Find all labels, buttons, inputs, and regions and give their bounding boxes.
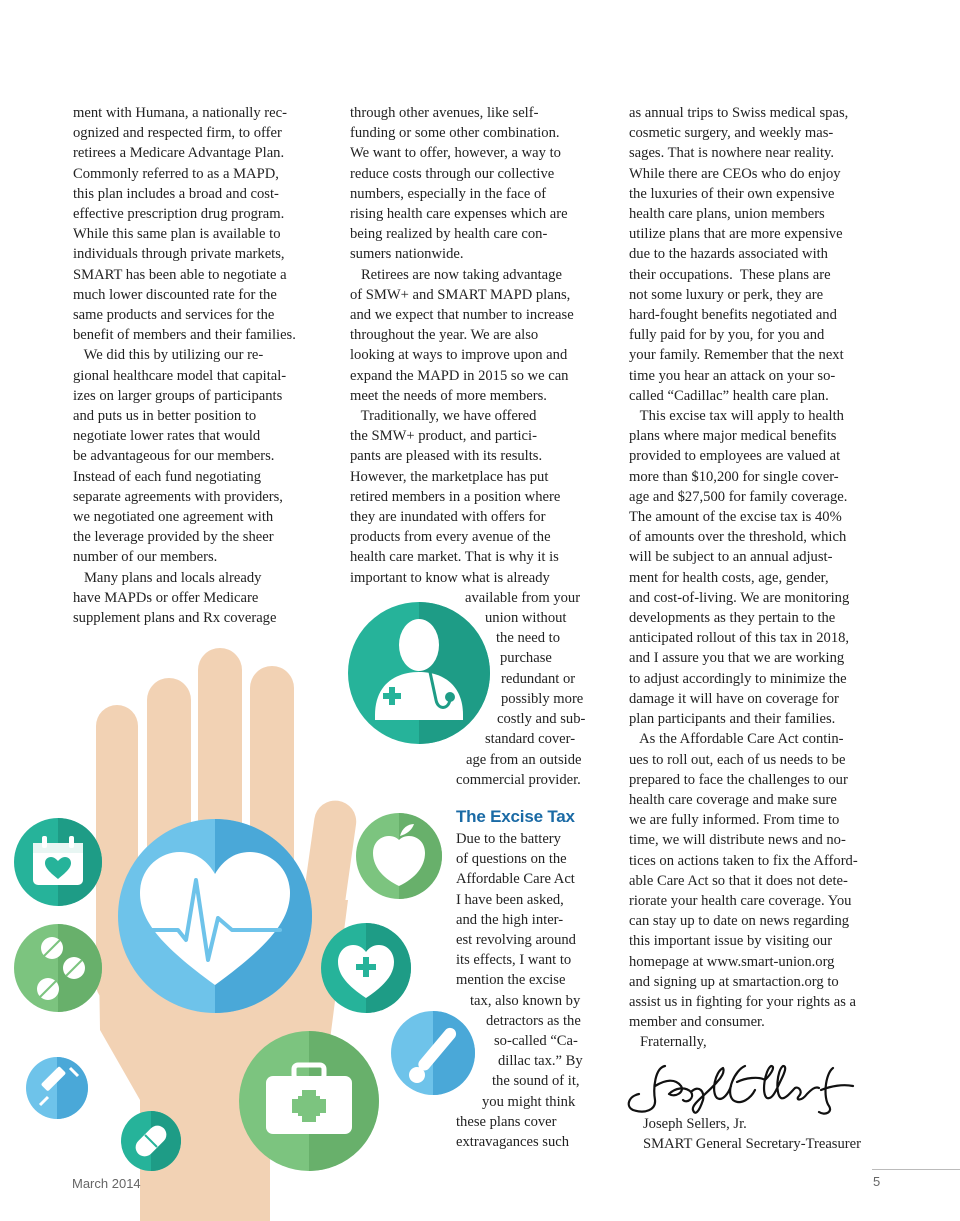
text-line: as annual trips to Swiss medical spas, (629, 105, 849, 121)
text-line: assist us in fighting for your rights as a (629, 993, 856, 1010)
text-line: more than $10,200 for single cover- (629, 468, 839, 485)
text-line: As the Affordable Care Act contin- (629, 731, 844, 748)
text-line: utilize plans that are more expensive (629, 226, 843, 243)
text-line: anticipated rollout of this tax in 2018, (629, 630, 850, 647)
signature-block (643, 1114, 861, 1154)
text-line: retired members in a position where (350, 488, 561, 505)
text-line: member and consumer. (629, 1014, 765, 1031)
apple-icon (356, 813, 442, 899)
text-line: reduce costs through our collective (350, 165, 555, 182)
text-line: able Care Act so that it does not dete- (629, 872, 848, 889)
text-line: benefit of members and their families. (73, 327, 296, 344)
text-line: izes on larger groups of participants (73, 387, 283, 404)
pills-icon (14, 924, 102, 1012)
text-line: separate agreements with providers, (73, 488, 283, 505)
text-line: called “Cadillac” health care plan. (629, 387, 829, 404)
text-line: and puts us in better position to (73, 408, 257, 425)
text-line: plan participants and their families. (629, 711, 836, 728)
text-line: the leverage provided by the sheer (73, 529, 274, 546)
article-column-3 (629, 103, 914, 1053)
text-line: and signing up at smartaction.org to (629, 973, 839, 990)
text-line: this plan includes a broad and cost- (73, 185, 279, 202)
page-number: 5 (873, 1174, 881, 1189)
text-line: Fraternally, (629, 1034, 707, 1051)
text-line: age and $27,500 for family coverage. (629, 488, 848, 505)
text-line: purchase (500, 650, 552, 667)
syringe-icon (26, 1057, 88, 1119)
text-line: these plans cover (456, 1113, 557, 1130)
text-line: effective prescription drug program. (73, 206, 285, 223)
text-line: Retirees are now taking advantage (350, 266, 562, 283)
text-line: available from your (465, 589, 581, 606)
excise-tax-section (456, 806, 606, 1152)
text-line: ognized and respected firm, to offer (73, 125, 282, 142)
text-line: prepared to face the challenges to our (629, 771, 848, 788)
text-line: being realized by health care con- (350, 226, 548, 243)
text-line: not some luxury or perk, they are (629, 286, 824, 303)
text-line: We did this by utilizing our re- (73, 347, 264, 364)
text-line: ment for health costs, age, gender, (629, 569, 829, 586)
text-line: However, the marketplace has put (350, 468, 549, 485)
text-line: I have been asked, (456, 891, 564, 908)
text-line: throughout the year. We are also (350, 327, 539, 344)
text-line: retirees a Medicare Advantage Plan. (73, 145, 285, 162)
text-line: this important issue by visiting our (629, 933, 833, 950)
text-line: While there are CEOs who do enjoy (629, 165, 841, 182)
text-line: meet the needs of more members. (350, 387, 547, 404)
text-line: time, we will distribute news and no- (629, 832, 846, 849)
text-line: so-called “Ca- (494, 1033, 578, 1050)
text-line: While this same plan is available to (73, 226, 281, 243)
text-line: the need to (496, 630, 561, 647)
text-line: products from every avenue of the (350, 529, 551, 546)
text-line: tices on actions taken to fix the Afford- (629, 852, 858, 869)
text-line: we are fully informed. From time to (629, 812, 840, 829)
text-line: health care coverage and make sure (629, 791, 837, 808)
text-line: costly and sub- (497, 711, 586, 728)
footer-date: March 2014 (72, 1176, 141, 1191)
article-column-2 (350, 103, 615, 790)
text-line: health care market. That is why it is (350, 549, 559, 566)
text-line: time you hear an attack on your so- (629, 367, 836, 384)
section-heading: The Excise Tax (456, 807, 575, 826)
text-line: and we expect that number to increase (350, 307, 574, 324)
text-line: Due to the battery (456, 831, 561, 847)
text-line: funding or some other combination. (350, 125, 560, 142)
text-line: of questions on the (456, 851, 567, 868)
text-line: possibly more (501, 690, 584, 707)
text-line: the SMW+ product, and partici- (350, 428, 537, 445)
text-line: hard-fought benefits negotiated and (629, 307, 837, 324)
text-line: and I assure you that we are working (629, 650, 845, 667)
text-line: fully paid for by you, for you and (629, 327, 825, 344)
text-line: of amounts over the threshold, which (629, 529, 847, 546)
text-line: have MAPDs or offer Medicare (73, 589, 259, 606)
text-line: we negotiated one agreement with (73, 509, 274, 526)
text-line: you might think (482, 1093, 576, 1110)
text-line: and the high inter- (456, 911, 564, 928)
text-line: sages. That is nowhere near reality. (629, 145, 835, 162)
text-line: much lower discounted rate for the (73, 286, 277, 303)
text-line: homepage at www.smart-union.org (629, 953, 835, 970)
text-line: the luxuries of their own expensive (629, 185, 835, 202)
text-line: through other avenues, like self- (350, 105, 539, 121)
text-line: pants are pleased with its results. (350, 448, 543, 465)
text-line: Traditionally, we have offered (350, 408, 537, 425)
text-line: negotiate lower rates that would (73, 428, 261, 445)
capsule-icon (121, 1111, 181, 1171)
text-line: individuals through private markets, (73, 246, 285, 263)
text-line: extravagances such (456, 1134, 570, 1151)
text-line: their occupations. These plans are (629, 266, 831, 283)
text-line: Commonly referred to as a MAPD, (73, 165, 279, 182)
text-line: Many plans and locals already (73, 569, 262, 586)
text-line: of SMW+ and SMART MAPD plans, (350, 286, 571, 303)
text-line: numbers, especially in the face of (350, 185, 547, 202)
text-line: can stay up to date on news regarding (629, 913, 850, 930)
text-line: standard cover- (485, 731, 576, 748)
first-aid-kit-icon (239, 1031, 379, 1171)
text-line: tax, also known by (470, 992, 581, 1009)
text-line: This excise tax will apply to health (629, 408, 844, 425)
text-line: they are inundated with offers for (350, 509, 546, 526)
text-line: developments as they pertain to the (629, 610, 836, 627)
text-line: riorate your health care coverage. You (629, 892, 852, 909)
handwritten-signature (625, 1058, 875, 1118)
text-line: detractors as the (486, 1012, 581, 1029)
heart-pulse-icon (118, 819, 312, 1013)
text-line: the sound of it, (492, 1073, 580, 1090)
text-line: est revolving around (456, 932, 576, 949)
text-line: Instead of each fund negotiating (73, 468, 262, 485)
text-line: ues to roll out, each of us needs to be (629, 751, 846, 768)
text-line: mention the excise (456, 972, 566, 989)
text-line: damage it will have on coverage for (629, 690, 839, 707)
signature-title: SMART General Secretary-Treasurer (643, 1136, 861, 1153)
text-line: its effects, I want to (456, 952, 572, 969)
text-line: commercial provider. (456, 771, 581, 788)
text-line: provided to employees are valued at (629, 448, 841, 465)
heart-plus-icon (321, 923, 411, 1013)
footer-rule (872, 1169, 960, 1170)
text-line: will be subject to an annual adjust- (629, 549, 833, 566)
text-line: number of our members. (73, 549, 218, 566)
text-line: rising health care expenses which are (350, 206, 568, 223)
text-line: and cost-of-living. We are monitoring (629, 589, 850, 606)
text-line: to adjust accordingly to minimize the (629, 670, 847, 687)
text-line: supplement plans and Rx coverage (73, 610, 277, 627)
text-line: ment with Humana, a nationally rec- (73, 105, 287, 121)
text-line: Affordable Care Act (456, 871, 575, 888)
text-line: sumers nationwide. (350, 246, 464, 263)
text-line: age from an outside (466, 751, 582, 768)
text-line: important to know what is already (350, 569, 550, 586)
text-line: union without (485, 610, 567, 627)
text-line: health care plans, union members (629, 206, 825, 223)
text-line: SMART has been able to negotiate a (73, 266, 287, 283)
text-line: The amount of the excise tax is 40% (629, 509, 842, 526)
text-line: plans where major medical benefits (629, 428, 837, 445)
calendar-heart-icon (14, 818, 102, 906)
text-line: We want to offer, however, a way to (350, 145, 561, 162)
text-line: dillac tax.” By (498, 1053, 583, 1070)
signature-name: Joseph Sellers, Jr. (643, 1116, 747, 1132)
text-line: due to the hazards associated with (629, 246, 828, 263)
text-line: expand the MAPD in 2015 so we can (350, 367, 569, 384)
text-line: cosmetic surgery, and weekly mas- (629, 125, 834, 142)
text-line: be advantageous for our members. (73, 448, 275, 465)
text-line: looking at ways to improve upon and (350, 347, 568, 364)
text-line: your family. Remember that the next (629, 347, 844, 364)
article-column-1 (73, 103, 338, 628)
text-line: redundant or (501, 670, 576, 687)
text-line: gional healthcare model that capital- (73, 367, 287, 384)
text-line: same products and services for the (73, 307, 275, 324)
